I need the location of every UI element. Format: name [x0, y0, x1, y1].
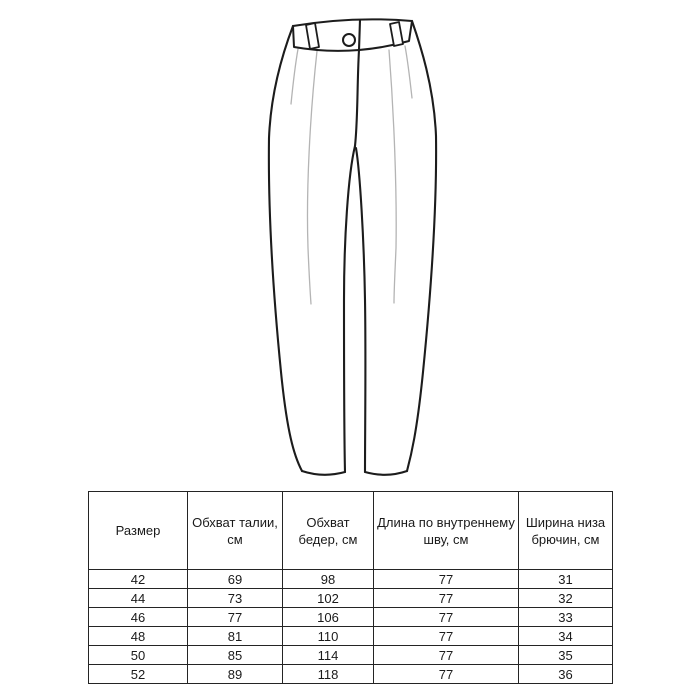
- hem-left: [302, 471, 345, 475]
- cell-waist: 69: [188, 570, 283, 589]
- cell-inseam: 77: [374, 665, 519, 684]
- header-waist: Обхват талии, см: [188, 492, 283, 570]
- hem-right: [365, 471, 407, 475]
- cell-inseam: 77: [374, 646, 519, 665]
- cell-leg: 35: [519, 646, 613, 665]
- cell-size: 50: [89, 646, 188, 665]
- legs-outline: [302, 146, 407, 475]
- cell-waist: 81: [188, 627, 283, 646]
- cell-leg: 34: [519, 627, 613, 646]
- cell-size: 48: [89, 627, 188, 646]
- cell-hips: 118: [283, 665, 374, 684]
- cell-inseam: 77: [374, 589, 519, 608]
- cell-waist: 77: [188, 608, 283, 627]
- size-row-50: [89, 646, 613, 665]
- header-inseam: Длина по внутреннему шву, см: [374, 492, 519, 570]
- header-hips: Обхват бедер, см: [283, 492, 374, 570]
- cell-hips: 110: [283, 627, 374, 646]
- cell-size: 52: [89, 665, 188, 684]
- cell-size: 44: [89, 589, 188, 608]
- cell-hips: 114: [283, 646, 374, 665]
- crease-right: [389, 50, 396, 303]
- size-table-header-row: [89, 492, 613, 570]
- size-row-46: [89, 608, 613, 627]
- cell-hips: 102: [283, 589, 374, 608]
- cell-leg: 31: [519, 570, 613, 589]
- cell-waist: 73: [188, 589, 283, 608]
- cell-hips: 98: [283, 570, 374, 589]
- inner-seam-left: [344, 146, 355, 472]
- cell-hips: 106: [283, 608, 374, 627]
- size-row-44: [89, 589, 613, 608]
- cell-inseam: 77: [374, 608, 519, 627]
- cell-leg: 36: [519, 665, 613, 684]
- waistband-button: [343, 34, 355, 46]
- dart-left: [291, 49, 298, 104]
- seam-lines: [291, 46, 412, 304]
- inner-seam-right: [356, 148, 365, 472]
- cell-waist: 85: [188, 646, 283, 665]
- header-leg-opening: Ширина низа брючин, см: [519, 492, 613, 570]
- crease-left: [307, 51, 317, 304]
- cell-leg: 33: [519, 608, 613, 627]
- size-table: [88, 491, 613, 684]
- side-seam-left: [269, 26, 302, 471]
- size-row-48: [89, 627, 613, 646]
- size-row-42: [89, 570, 613, 589]
- cell-leg: 32: [519, 589, 613, 608]
- cell-inseam: 77: [374, 627, 519, 646]
- cell-waist: 89: [188, 665, 283, 684]
- cell-size: 46: [89, 608, 188, 627]
- cell-size: 42: [89, 570, 188, 589]
- dart-right: [405, 46, 412, 98]
- header-size: Размер: [89, 492, 188, 570]
- size-row-52: [89, 665, 613, 684]
- cell-inseam: 77: [374, 570, 519, 589]
